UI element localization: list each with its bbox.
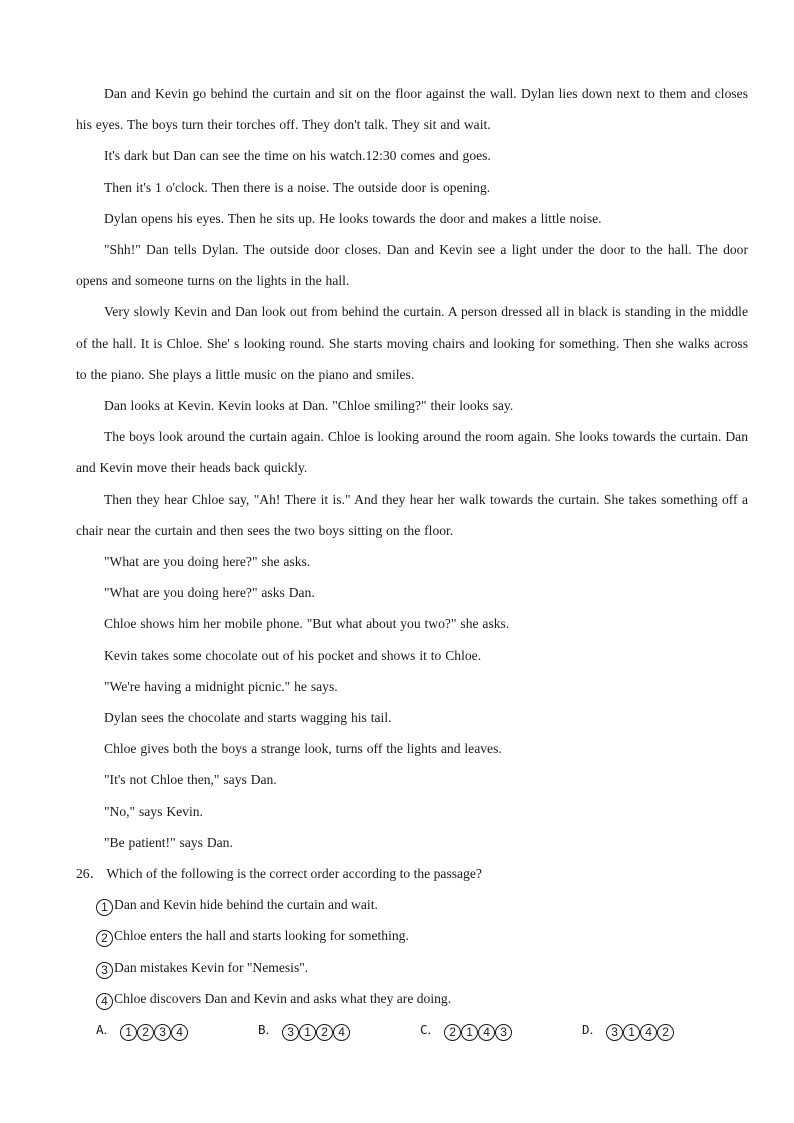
passage-paragraph: Dan and Kevin go behind the curtain and sit on the floor against the wall. Dylan lies down next to them and closes his eyes. The boys turn their torches off. They don't talk. They sit and wait.: [76, 86, 748, 133]
option-sequence: [444, 1023, 512, 1038]
circled-number-icon: 1: [461, 1024, 478, 1041]
circled-number-icon: 1: [623, 1024, 640, 1041]
circled-number-icon: 4: [333, 1024, 350, 1041]
option-c[interactable]: [420, 1014, 582, 1046]
circled-number-icon: 3: [495, 1024, 512, 1041]
circled-number-icon: 1: [299, 1024, 316, 1041]
passage-paragraph: Very slowly Kevin and Dan look out from behind the curtain. A person dressed all in black is standing in the middle of the hall. It is Chloe. She' s looking round. She starts moving chairs and looking for something. Then she walks across to the piano. She plays a little music on the piano and smiles.: [76, 304, 748, 382]
passage-paragraph: "No," says Kevin.: [104, 803, 203, 819]
passage-paragraph: "We're having a midnight picnic." he says.: [104, 678, 338, 694]
option-letter: C．: [420, 1022, 441, 1038]
circled-number-icon: 4: [171, 1024, 188, 1041]
passage-paragraph: It's dark but Dan can see the time on his watch.12:30 comes and goes.: [104, 148, 491, 164]
passage-paragraph: Dylan sees the chocolate and starts wagging his tail.: [104, 710, 392, 726]
event-text: Dan mistakes Kevin for "Nemesis".: [114, 959, 309, 975]
circled-number-icon: 3: [282, 1024, 299, 1041]
circled-number-icon: 4: [478, 1024, 495, 1041]
option-sequence: [282, 1023, 350, 1038]
passage-paragraph: Chloe gives both the boys a strange look, turns off the lights and leaves.: [104, 741, 502, 757]
question-text: Which of the following is the correct order according to the passage?: [106, 866, 482, 882]
option-letter: B．: [258, 1022, 279, 1038]
option-sequence: [120, 1023, 188, 1038]
question-stem: [76, 858, 748, 889]
circled-number-icon: 3: [606, 1024, 623, 1041]
passage-paragraph: The boys look around the curtain again. Chloe is looking around the room again. She looks towards the curtain. Dan and Kevin move their heads back quickly.: [76, 429, 748, 476]
passage-paragraph: Dan looks at Kevin. Kevin looks at Dan. "Chloe smiling?" their looks say.: [104, 398, 514, 414]
option-letter: A．: [96, 1022, 117, 1038]
passage-paragraph: Dylan opens his eyes. Then he sits up. He looks towards the door and makes a little noise.: [104, 210, 602, 226]
passage-paragraph: "Be patient!" says Dan.: [104, 834, 233, 850]
passage-paragraph: Then they hear Chloe say, "Ah! There it is." And they hear her walk towards the curtain. She takes something off a chair near the curtain and then sees the two boys sitting on the floor.: [76, 491, 748, 538]
document-page: [76, 78, 748, 1046]
circled-number-icon: 2: [137, 1024, 154, 1041]
circled-number-icon: 3: [154, 1024, 171, 1041]
circled-number-icon: 2: [316, 1024, 333, 1041]
circled-number-icon: 2: [444, 1024, 461, 1041]
event-text: Dan and Kevin hide behind the curtain and wait.: [114, 897, 378, 913]
option-sequence: [606, 1023, 674, 1038]
question-block: [76, 858, 748, 1046]
event-text: Chloe discovers Dan and Kevin and asks what they are doing.: [114, 990, 452, 1006]
option-letter: D．: [582, 1022, 603, 1038]
circled-number-icon: 1: [120, 1024, 137, 1041]
passage-paragraph: "What are you doing here?" asks Dan.: [104, 585, 315, 601]
passage-paragraph: Kevin takes some chocolate out of his pocket and shows it to Chloe.: [104, 647, 482, 663]
passage-paragraph: Chloe shows him her mobile phone. "But what about you two?" she asks.: [104, 616, 510, 632]
passage-paragraph: Then it's 1 o'clock. Then there is a noise. The outside door is opening.: [104, 179, 491, 195]
option-b[interactable]: [258, 1014, 420, 1046]
option-d[interactable]: [582, 1014, 744, 1046]
event-item: [76, 952, 748, 983]
circled-number-icon: 2: [96, 930, 113, 947]
circled-number-icon: 3: [96, 962, 113, 979]
passage-paragraph: "What are you doing here?" she asks.: [104, 554, 311, 570]
event-item: [76, 983, 748, 1014]
event-item: [76, 889, 748, 920]
circled-number-icon: 2: [657, 1024, 674, 1041]
circled-number-icon: 1: [96, 899, 113, 916]
event-text: Chloe enters the hall and starts looking for something.: [114, 928, 409, 944]
reading-passage: [76, 78, 748, 858]
answer-options: [76, 1014, 748, 1046]
passage-paragraph: "It's not Chloe then," says Dan.: [104, 772, 277, 788]
option-a[interactable]: [96, 1014, 258, 1046]
circled-number-icon: 4: [640, 1024, 657, 1041]
event-item: [76, 920, 748, 951]
passage-paragraph: "Shh!" Dan tells Dylan. The outside door closes. Dan and Kevin see a light under the door to the hall. The door opens and someone turns on the lights in the hall.: [76, 242, 748, 289]
circled-number-icon: 4: [96, 993, 113, 1010]
question-number: 26．: [76, 866, 104, 882]
